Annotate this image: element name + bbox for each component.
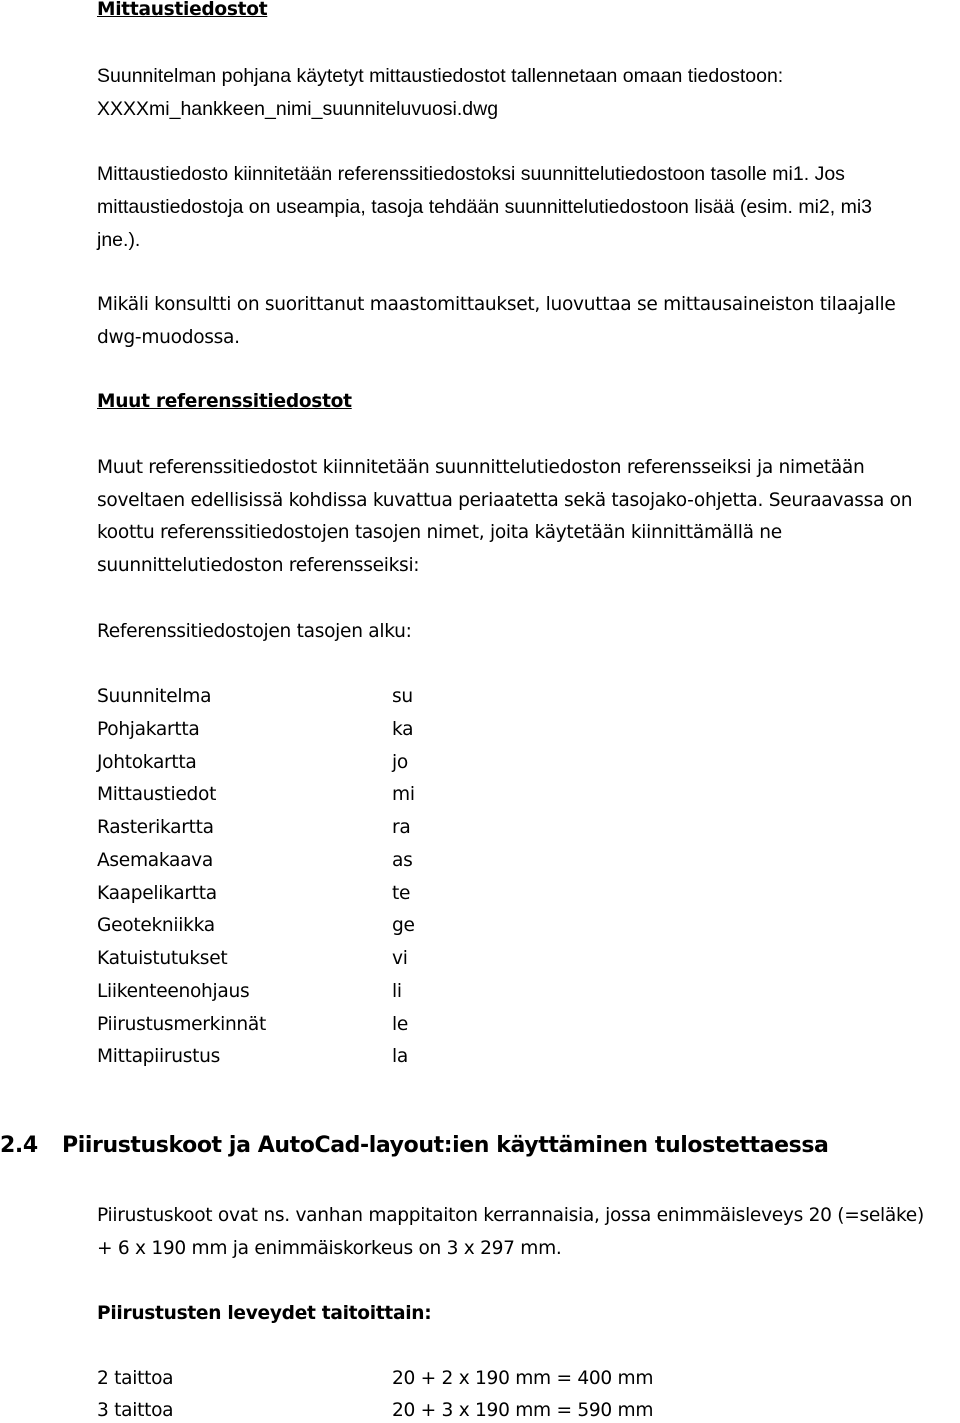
list-item [97,980,402,1004]
layer-name: Geotekniikka [97,915,215,936]
list-item [97,751,408,775]
width-row [97,1399,654,1423]
width-value: 20 + 3 x 190 mm = 590 mm [392,1400,654,1421]
list-item [97,947,408,971]
layer-name: Piirustusmerkinnät [97,1014,266,1035]
paragraph-line: Muut referenssitiedostot kiinnitetään suunnittelutiedoston referensseiksi ja nimetään [97,457,865,478]
width-value: 20 + 2 x 190 mm = 400 mm [392,1368,654,1389]
paragraph-line: suunnittelutiedoston referensseiksi: [97,555,420,576]
layer-name: Rasterikartta [97,817,214,838]
subheading-leveydet: Piirustusten leveydet taitoittain: [97,1303,432,1324]
width-label: 2 taittoa [97,1368,174,1389]
list-item [97,783,415,807]
layer-code: le [392,1014,409,1035]
width-label: 3 taittoa [97,1400,174,1421]
layer-code: li [392,981,402,1002]
paragraph-line: mittaustiedostoja on useampia, tasoja tehdään suunnittelutiedostoon lisää (esim. mi2, mi3 [97,196,873,218]
paragraph-line: koottu referenssitiedostojen tasojen nimet, joita käytetään kiinnittämällä ne [97,522,782,543]
list-item [97,1013,409,1037]
paragraph-line: + 6 x 190 mm ja enimmäiskorkeus on 3 x 297 mm. [97,1238,562,1259]
section-number: 2.4 [0,1133,38,1158]
layer-name: Mittaustiedot [97,784,217,805]
list-item [97,882,411,906]
list-item [97,685,413,709]
paragraph-line: Piirustuskoot ovat ns. vanhan mappitaiton kerrannaisia, jossa enimmäisleveys 20 (=seläke) [97,1205,924,1226]
list-item [97,914,415,938]
layer-name: Asemakaava [97,850,213,871]
section-title: Piirustuskoot ja AutoCad-layout:ien käyttäminen tulostettaessa [62,1133,829,1158]
layer-name: Liikenteenohjaus [97,981,250,1002]
list-item [97,718,414,742]
list-item [97,849,413,873]
paragraph-line: Mittaustiedosto kiinnitetään referenssitiedostoksi suunnittelutiedostoon tasolle mi1. Jos [97,163,845,185]
paragraph-line: dwg-muodossa. [97,327,240,348]
paragraph-line: Mikäli konsultti on suorittanut maastomittaukset, luovuttaa se mittausaineiston tilaajalle [97,294,896,315]
width-row [97,1367,654,1391]
layer-code: jo [392,752,408,773]
layer-name: Johtokartta [97,752,197,773]
layer-name: Katuistutukset [97,948,228,969]
list-intro: Referenssitiedostojen tasojen alku: [97,621,412,642]
layer-code: ka [392,719,414,740]
paragraph-line: soveltaen edellisissä kohdissa kuvattua periaatetta sekä tasojako-ohjetta. Seuraavassa on [97,490,913,511]
layer-code: as [392,850,413,871]
layer-name: Mittapiirustus [97,1046,220,1067]
layer-name: Suunnitelma [97,686,212,707]
paragraph-line: jne.). [97,229,141,251]
layer-code: ra [392,817,411,838]
heading-mittaustiedostot: Mittaustiedostot [97,0,268,20]
heading-muut-referenssitiedostot: Muut referenssitiedostot [97,391,352,412]
layer-code: ge [392,915,415,936]
layer-code: su [392,686,413,707]
layer-code: la [392,1046,408,1067]
list-item [97,816,411,840]
paragraph-line: Suunnitelman pohjana käytetyt mittaustiedostot tallennetaan omaan tiedostoon: [97,65,784,87]
list-item [97,1045,408,1069]
layer-code: mi [392,784,415,805]
layer-name: Pohjakartta [97,719,200,740]
section-heading-2-4 [0,1133,828,1158]
layer-name: Kaapelikartta [97,883,217,904]
layer-code: vi [392,948,408,969]
paragraph-line: XXXXmi_hankkeen_nimi_suunniteluvuosi.dwg [97,98,499,120]
layer-code: te [392,883,411,904]
